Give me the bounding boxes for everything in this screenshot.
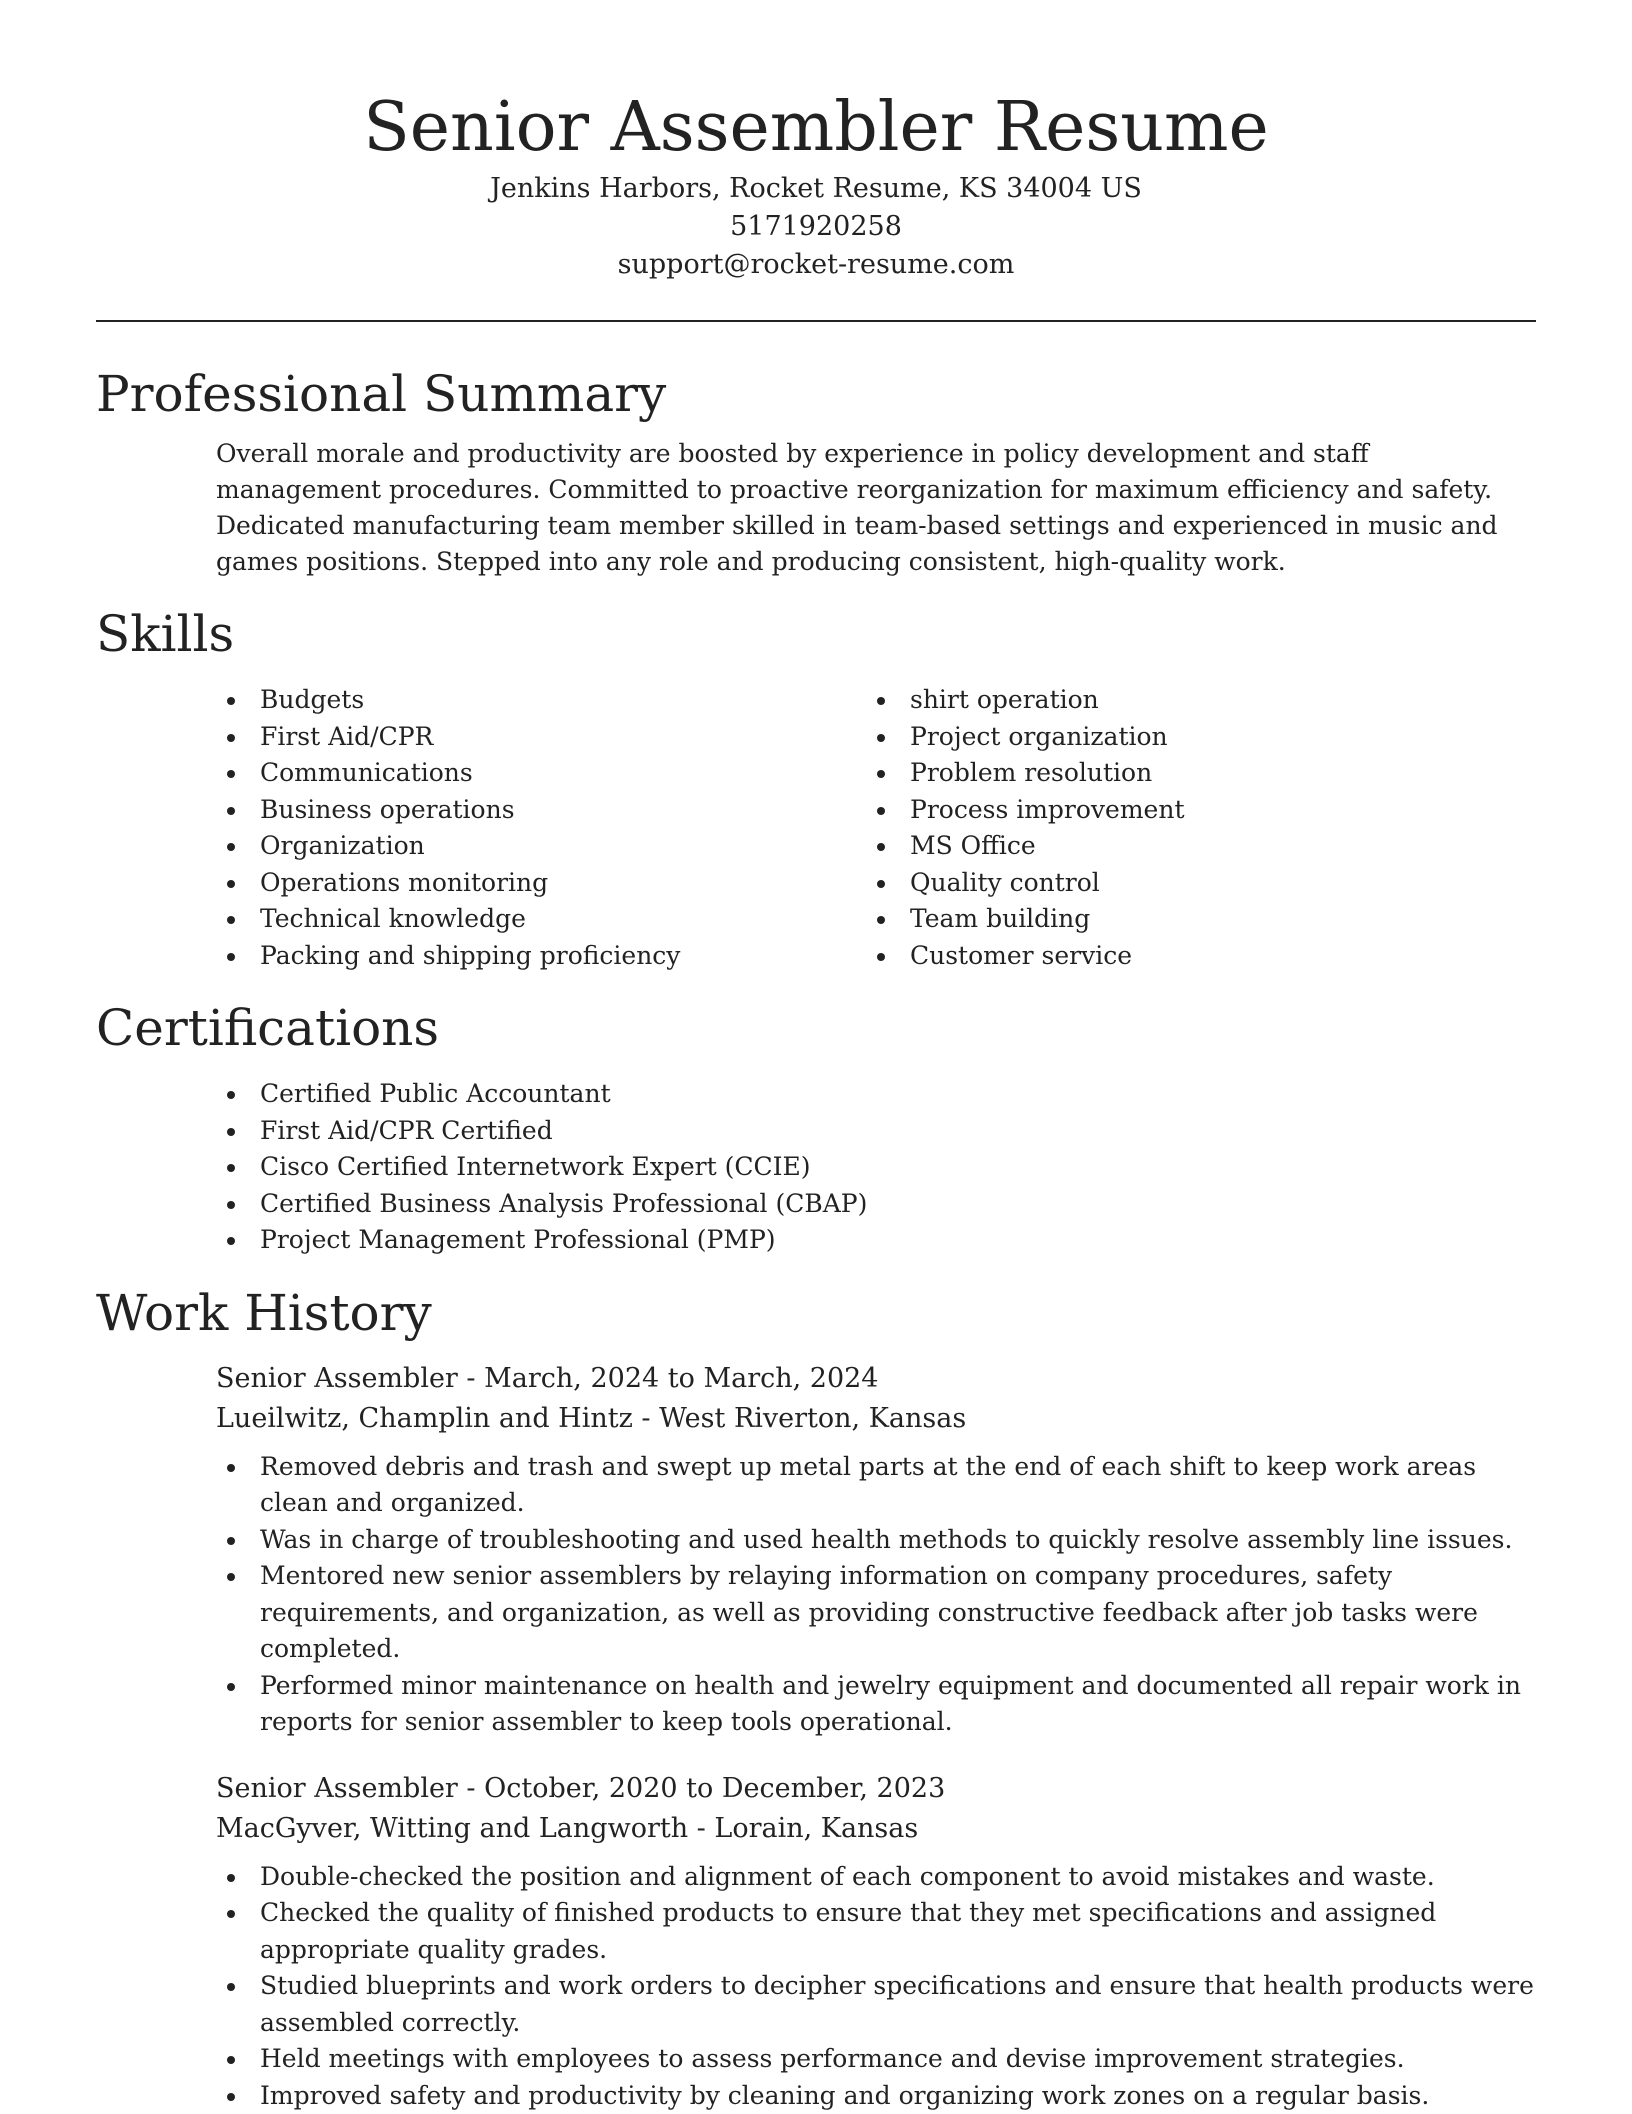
skill-item: Communications	[216, 755, 866, 792]
job-role: Senior Assembler	[216, 1363, 458, 1394]
job-company: Lueilwitz, Champlin and Hintz	[216, 1403, 633, 1434]
skills-list-right	[866, 682, 1516, 974]
job-duty-item: Removed debris and trash and swept up metal parts at the end of each shift to keep work areas clean and organized.	[216, 1449, 1536, 1522]
skills-list-left	[216, 682, 866, 974]
job-dates: October, 2020 to December, 2023	[484, 1773, 945, 1804]
skills-heading: Skills	[96, 602, 1536, 666]
skill-item: Team building	[866, 901, 1516, 938]
skill-item: Technical knowledge	[216, 901, 866, 938]
contact-address: Jenkins Harbors, Rocket Resume, KS 34004 US	[96, 170, 1536, 208]
skill-item: Quality control	[866, 865, 1516, 902]
skill-item: Process improvement	[866, 792, 1516, 829]
skill-item: shirt operation	[866, 682, 1516, 719]
job-duty-item: Performed minor maintenance on health and jewelry equipment and documented all repair work in reports for senior assembler to keep tools operational.	[216, 1668, 1536, 1741]
job-title-line: Senior Assembler - October, 2020 to December, 2023	[216, 1769, 1536, 1809]
job-location: West Riverton, Kansas	[659, 1403, 966, 1434]
contact-phone: 5171920258	[96, 208, 1536, 246]
certification-item: Certified Public Accountant	[216, 1076, 1536, 1113]
summary-text: Overall morale and productivity are boosted by experience in policy development and staff management procedures. Committed to proactive reorganization for maximum efficiency and safety. Dedicated manufacturing team member skilled in team-based settings and experienced in music and games positions. Stepped into any role and producing consistent, high-quality work.	[216, 436, 1536, 580]
job-company: MacGyver, Witting and Langworth	[216, 1813, 688, 1844]
job-duties-list	[216, 1859, 1536, 2114]
skill-item: Customer service	[866, 938, 1516, 975]
job-duty-item: Held meetings with employees to assess performance and devise improvement strategies.	[216, 2041, 1536, 2078]
certification-item: Project Management Professional (PMP)	[216, 1222, 1536, 1259]
job-duty-item: Improved safety and productivity by cleaning and organizing work zones on a regular basis.	[216, 2078, 1536, 2114]
skill-item: Problem resolution	[866, 755, 1516, 792]
certification-item: First Aid/CPR Certified	[216, 1113, 1536, 1150]
skill-item: Operations monitoring	[216, 865, 866, 902]
skill-item: Organization	[216, 828, 866, 865]
job-entry	[216, 1769, 1536, 2114]
skill-item: Business operations	[216, 792, 866, 829]
job-location: Lorain, Kansas	[714, 1813, 918, 1844]
job-duty-item: Double-checked the position and alignment of each component to avoid mistakes and waste.	[216, 1859, 1536, 1896]
work-history-heading: Work History	[96, 1281, 1536, 1345]
header-divider	[96, 320, 1536, 322]
skill-item: Packing and shipping proficiency	[216, 938, 866, 975]
job-duty-item: Mentored new senior assemblers by relaying information on company procedures, safety requirements, and organization, as well as providing constructive feedback after job tasks were completed.	[216, 1558, 1536, 1668]
job-title-line: Senior Assembler - March, 2024 to March, 2024	[216, 1359, 1536, 1399]
skill-item: MS Office	[866, 828, 1516, 865]
job-duty-item: Studied blueprints and work orders to decipher specifications and ensure that health products were assembled correctly.	[216, 1968, 1536, 2041]
job-role: Senior Assembler	[216, 1773, 458, 1804]
job-company-line: MacGyver, Witting and Langworth - Lorain, Kansas	[216, 1809, 1536, 1849]
job-entry	[216, 1359, 1536, 1741]
summary-heading: Professional Summary	[96, 362, 1536, 426]
resume-header	[96, 0, 1536, 284]
job-duty-item: Was in charge of troubleshooting and used health methods to quickly resolve assembly line issues.	[216, 1522, 1536, 1559]
skill-item: Project organization	[866, 719, 1516, 756]
skill-item: First Aid/CPR	[216, 719, 866, 756]
contact-email: support@rocket-resume.com	[96, 246, 1536, 284]
certifications-list	[216, 1076, 1536, 1259]
resume-page	[96, 0, 1536, 2114]
resume-title: Senior Assembler Resume	[96, 86, 1536, 170]
certifications-heading: Certifications	[96, 996, 1536, 1060]
job-company-line: Lueilwitz, Champlin and Hintz - West Riverton, Kansas	[216, 1399, 1536, 1439]
job-dates: March, 2024 to March, 2024	[484, 1363, 878, 1394]
skill-item: Budgets	[216, 682, 866, 719]
skills-columns	[96, 682, 1536, 974]
job-duties-list	[216, 1449, 1536, 1741]
job-duty-item: Checked the quality of finished products to ensure that they met specifications and assigned appropriate quality grades.	[216, 1895, 1536, 1968]
certification-item: Certified Business Analysis Professional (CBAP)	[216, 1186, 1536, 1223]
certification-item: Cisco Certified Internetwork Expert (CCIE)	[216, 1149, 1536, 1186]
